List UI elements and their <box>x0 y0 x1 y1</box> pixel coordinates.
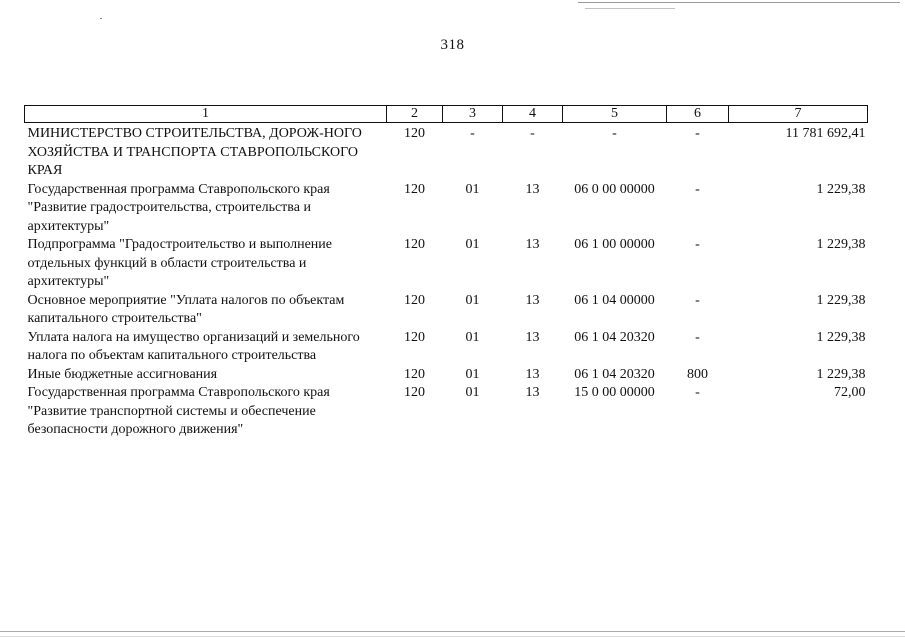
scan-artifact-dot <box>100 18 102 19</box>
table-row <box>25 366 868 385</box>
row-name: Иные бюджетные ассигнования <box>27 366 218 382</box>
row-col4: 13 <box>525 181 540 197</box>
row-name: Основное мероприятие "Уплата налогов по объектам капитального строительства" <box>27 292 345 326</box>
row-name: Уплата налога на имущество организаций и земельного налога по объектам капитального строительства <box>27 329 360 363</box>
table-row <box>25 236 868 292</box>
column-header: 4 <box>503 106 563 123</box>
row-col3: 01 <box>465 181 480 197</box>
column-header: 7 <box>729 106 868 123</box>
row-col6: - <box>695 126 700 141</box>
budget-table <box>24 105 868 440</box>
row-col5: 06 1 04 20320 <box>574 366 655 382</box>
row-name: МИНИСТЕРСТВО СТРОИТЕЛЬСТВА, ДОРОЖ-НОГО ХОЗЯЙСТВА И ТРАНСПОРТА СТАВРОПОЛЬСКОГО КРАЯ <box>27 126 362 178</box>
scan-artifact-line <box>0 631 905 632</box>
row-col4: 13 <box>525 366 540 382</box>
row-col5: 06 0 00 00000 <box>574 181 655 197</box>
row-col4: 13 <box>525 329 540 345</box>
row-col4: 13 <box>525 237 540 252</box>
scan-artifact-line <box>578 2 900 3</box>
row-amount: 1 229,38 <box>816 237 866 252</box>
column-header: 6 <box>667 106 729 123</box>
table-row <box>25 123 868 181</box>
row-col2: 120 <box>404 385 425 400</box>
row-amount: 1 229,38 <box>816 366 866 382</box>
row-col6: 800 <box>687 366 708 382</box>
row-col6: - <box>695 237 700 252</box>
row-name: Государственная программа Ставропольского края "Развитие градостроительства, строительства и архитектуры" <box>27 181 330 234</box>
row-col3: - <box>470 126 475 141</box>
header-row <box>25 106 868 123</box>
row-col3: 01 <box>465 237 480 252</box>
row-col5: 15 0 00 00000 <box>574 385 655 400</box>
row-name: Подпрограмма "Градостроительство и выполнение отдельных функций в области строительства и архитектуры" <box>27 237 332 289</box>
row-col6: - <box>695 181 700 197</box>
row-col2: 120 <box>404 292 425 308</box>
row-col5: - <box>612 126 617 141</box>
column-header: 3 <box>443 106 503 123</box>
row-col2: 120 <box>404 366 425 382</box>
table-row <box>25 292 868 329</box>
row-amount: 1 229,38 <box>816 292 866 308</box>
scan-artifact-line <box>585 8 675 9</box>
column-header: 1 <box>25 106 387 123</box>
row-col2: 120 <box>404 237 425 252</box>
column-header: 5 <box>563 106 667 123</box>
page-number: 318 <box>440 37 465 53</box>
table-row <box>25 329 868 366</box>
table-row <box>25 181 868 237</box>
row-col3: 01 <box>465 329 480 345</box>
row-col2: 120 <box>404 181 425 197</box>
row-amount: 72,00 <box>834 385 866 400</box>
row-col4: 13 <box>525 292 540 308</box>
scan-artifact-line <box>0 636 905 637</box>
row-col3: 01 <box>465 366 480 382</box>
row-name: Государственная программа Ставропольского края "Развитие транспортной системы и обеспечение безопасности дорожного движения" <box>27 385 330 437</box>
column-header: 2 <box>387 106 443 123</box>
row-col3: 01 <box>465 292 480 308</box>
row-col2: 120 <box>404 126 425 141</box>
row-col6: - <box>695 292 700 308</box>
row-col4: - <box>530 126 535 141</box>
row-amount: 11 781 692,41 <box>785 126 866 141</box>
row-col5: 06 1 04 20320 <box>574 329 655 345</box>
row-col3: 01 <box>465 385 480 400</box>
table-row <box>25 384 868 440</box>
row-col5: 06 1 00 00000 <box>574 237 655 252</box>
row-amount: 1 229,38 <box>816 181 866 197</box>
row-col6: - <box>695 329 700 345</box>
row-col2: 120 <box>404 329 425 345</box>
row-amount: 1 229,38 <box>816 329 866 345</box>
row-col6: - <box>695 385 700 400</box>
row-col5: 06 1 04 00000 <box>574 292 655 308</box>
row-col4: 13 <box>525 385 540 400</box>
